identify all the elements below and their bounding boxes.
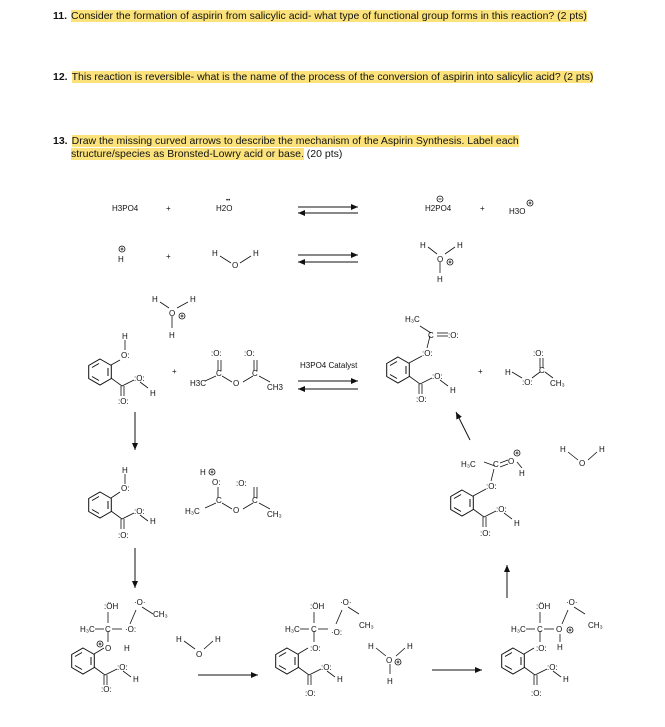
svg-text:H: H	[519, 469, 525, 478]
svg-text:C: C	[252, 369, 258, 378]
svg-text:H: H	[563, 675, 569, 684]
methyl-label: CH3	[267, 383, 284, 392]
svg-text:O: O	[233, 506, 240, 515]
question-13-number: 13.	[53, 135, 68, 147]
svg-text:O: O	[233, 379, 240, 388]
svg-text::ÖH: :ÖH	[310, 602, 325, 611]
svg-text:C: C	[252, 496, 258, 505]
svg-text::O:: :O:	[310, 644, 321, 653]
h2o-label: H2O	[216, 204, 233, 213]
plus-sign: +	[480, 204, 485, 213]
svg-text::O:: :O:	[305, 689, 316, 698]
svg-text::O:: :O:	[547, 663, 558, 672]
svg-text:H: H	[450, 386, 456, 395]
svg-text::O:: :O:	[244, 349, 255, 358]
tetrahedral-intermediate-3	[502, 598, 603, 698]
h2po4-label: H2PO4	[425, 204, 452, 213]
svg-text:O: O	[579, 459, 586, 468]
question-11-text: Consider the formation of aspirin from salicylic acid- what type of functional group forms in this reaction? (2 pts)	[71, 10, 587, 22]
svg-text::O:: :O:	[448, 331, 459, 340]
svg-text:H: H	[387, 677, 393, 686]
catalyst-equilibrium	[298, 361, 358, 389]
svg-text:C: C	[493, 460, 499, 469]
svg-text::O:: :O:	[236, 479, 247, 488]
mechanism-arrow-diagonal	[456, 412, 470, 440]
water-structure	[560, 445, 605, 468]
svg-text:H: H	[150, 517, 156, 526]
svg-text::O:: :O:	[522, 378, 533, 387]
svg-text:·O:: ·O:	[125, 625, 137, 634]
svg-text:O:: O:	[121, 484, 130, 493]
svg-text:H₃C: H₃C	[405, 315, 420, 324]
svg-text:H: H	[133, 675, 139, 684]
svg-text:H: H	[253, 249, 259, 258]
svg-text::O:: :O:	[480, 529, 491, 538]
svg-text:C: C	[216, 369, 222, 378]
svg-text:H: H	[122, 332, 128, 341]
svg-text::O:: :O:	[422, 349, 433, 358]
svg-text:H: H	[122, 466, 128, 475]
svg-text:O: O	[169, 309, 176, 318]
svg-text::O:: :O:	[416, 395, 427, 404]
svg-text::O:: :O:	[321, 663, 332, 672]
svg-text::O:: :O:	[536, 644, 547, 653]
svg-text:H: H	[190, 295, 196, 304]
svg-text:·O·: ·O·	[566, 598, 578, 607]
svg-text::O:: :O:	[117, 663, 128, 672]
svg-text:H: H	[215, 635, 221, 644]
plus-sign: +	[478, 367, 483, 376]
svg-text:H: H	[457, 241, 463, 250]
svg-text::O:: :O:	[118, 397, 129, 406]
svg-text:H₃C: H₃C	[80, 625, 95, 634]
salicylic-acid-structure	[89, 332, 156, 406]
svg-text:O: O	[196, 650, 203, 659]
water-structure	[176, 635, 221, 659]
question-13-text-line2: structure/species as Bronsted-Lowry acid or base.	[71, 148, 304, 160]
svg-text::O:: :O:	[101, 685, 112, 694]
svg-text:C: C	[216, 496, 222, 505]
svg-text:H: H	[169, 331, 175, 340]
svg-text:H: H	[557, 643, 563, 652]
svg-text:CH₃: CH₃	[550, 379, 565, 388]
acetic-anhydride-structure	[190, 349, 284, 392]
svg-text:C: C	[428, 331, 434, 340]
aspirin-structure	[387, 315, 459, 404]
svg-text:H₃C: H₃C	[285, 625, 300, 634]
plus-sign: +	[166, 252, 171, 261]
protonated-aspirin-structure	[451, 450, 525, 538]
plus-sign: +	[166, 204, 171, 213]
svg-text:H: H	[420, 241, 426, 250]
reaction-row-2	[118, 241, 463, 284]
svg-text::O:: :O:	[432, 372, 443, 381]
question-11-number: 11.	[53, 10, 68, 22]
svg-text:H: H	[152, 295, 158, 304]
equilibrium-arrows	[298, 207, 358, 213]
svg-text:CH₃: CH₃	[153, 610, 168, 619]
svg-text:H: H	[407, 642, 413, 651]
svg-text:H: H	[150, 389, 156, 398]
svg-text:H: H	[505, 368, 511, 377]
tetrahedral-intermediate-2	[276, 598, 374, 698]
svg-text:CH₃: CH₃	[588, 621, 603, 630]
svg-text::ÖH: :ÖH	[104, 602, 119, 611]
svg-text:·O·: ·O·	[340, 598, 352, 607]
svg-text:·O:: ·O:	[331, 628, 343, 637]
svg-text::O:: :O:	[496, 505, 507, 514]
proton-label: H	[118, 255, 124, 264]
h3po4-label: H3PO4	[112, 204, 139, 213]
svg-text:H₃C: H₃C	[185, 507, 200, 516]
question-13-points: (20 pts)	[303, 148, 343, 160]
svg-text:C: C	[539, 366, 545, 375]
salicylic-acid-structure	[89, 466, 156, 540]
svg-text::O:: :O:	[486, 482, 497, 491]
svg-text::O:: :O:	[531, 689, 542, 698]
svg-text:H: H	[124, 644, 130, 653]
svg-text:O:: O:	[121, 351, 130, 360]
svg-text:CH₃: CH₃	[267, 510, 282, 519]
svg-text::O:: :O:	[134, 507, 145, 516]
svg-text:C: C	[105, 625, 111, 634]
svg-text:O:: O:	[212, 478, 221, 487]
protonated-anhydride-structure	[185, 468, 282, 519]
methyl-label: H3C	[190, 379, 207, 388]
svg-text:H₃C: H₃C	[461, 460, 476, 469]
reaction-row-1	[112, 196, 533, 216]
svg-text:O: O	[508, 457, 515, 466]
svg-text::ÖH: :ÖH	[536, 602, 551, 611]
tetrahedral-intermediate-1	[72, 598, 168, 694]
question-13-text-line1: Draw the missing curved arrows to describe the mechanism of the Aspirin Synthesis. Label each	[71, 135, 519, 147]
svg-text:O: O	[232, 261, 239, 270]
svg-text:H: H	[560, 445, 566, 454]
svg-text:H: H	[337, 675, 343, 684]
svg-text:••: ••	[226, 198, 231, 204]
svg-text::O:: :O:	[533, 349, 544, 358]
svg-text:H: H	[212, 249, 218, 258]
h3o-label: H3O	[509, 207, 526, 216]
svg-text:H: H	[437, 275, 443, 284]
svg-text:·O·: ·O·	[134, 598, 146, 607]
svg-text:H₃C: H₃C	[511, 625, 526, 634]
question-12-number: 12.	[53, 71, 68, 83]
svg-text:H: H	[368, 642, 374, 651]
svg-text:H: H	[514, 519, 520, 528]
hydronium-structure	[152, 295, 196, 340]
svg-text:O: O	[556, 625, 563, 634]
acetic-acid-structure	[505, 349, 565, 388]
svg-text:O: O	[105, 644, 112, 653]
svg-text:O: O	[437, 255, 444, 264]
svg-text:H: H	[599, 445, 605, 454]
question-12-text: This reaction is reversible- what is the name of the process of the conversion of aspirin into salicylic acid? (2 pts)	[71, 71, 594, 83]
svg-text:C: C	[311, 625, 317, 634]
svg-text::O:: :O:	[211, 349, 222, 358]
catalyst-label: H3PO4 Catalyst	[300, 361, 358, 370]
svg-text::O:: :O:	[134, 374, 145, 383]
plus-sign: +	[172, 367, 177, 376]
svg-text:CH₃: CH₃	[359, 621, 374, 630]
svg-text:H: H	[176, 635, 182, 644]
svg-text::O:: :O:	[118, 531, 129, 540]
svg-text:O: O	[386, 656, 393, 665]
svg-text:H: H	[200, 468, 206, 477]
svg-text:C: C	[537, 625, 543, 634]
hydronium-structure	[368, 642, 413, 686]
